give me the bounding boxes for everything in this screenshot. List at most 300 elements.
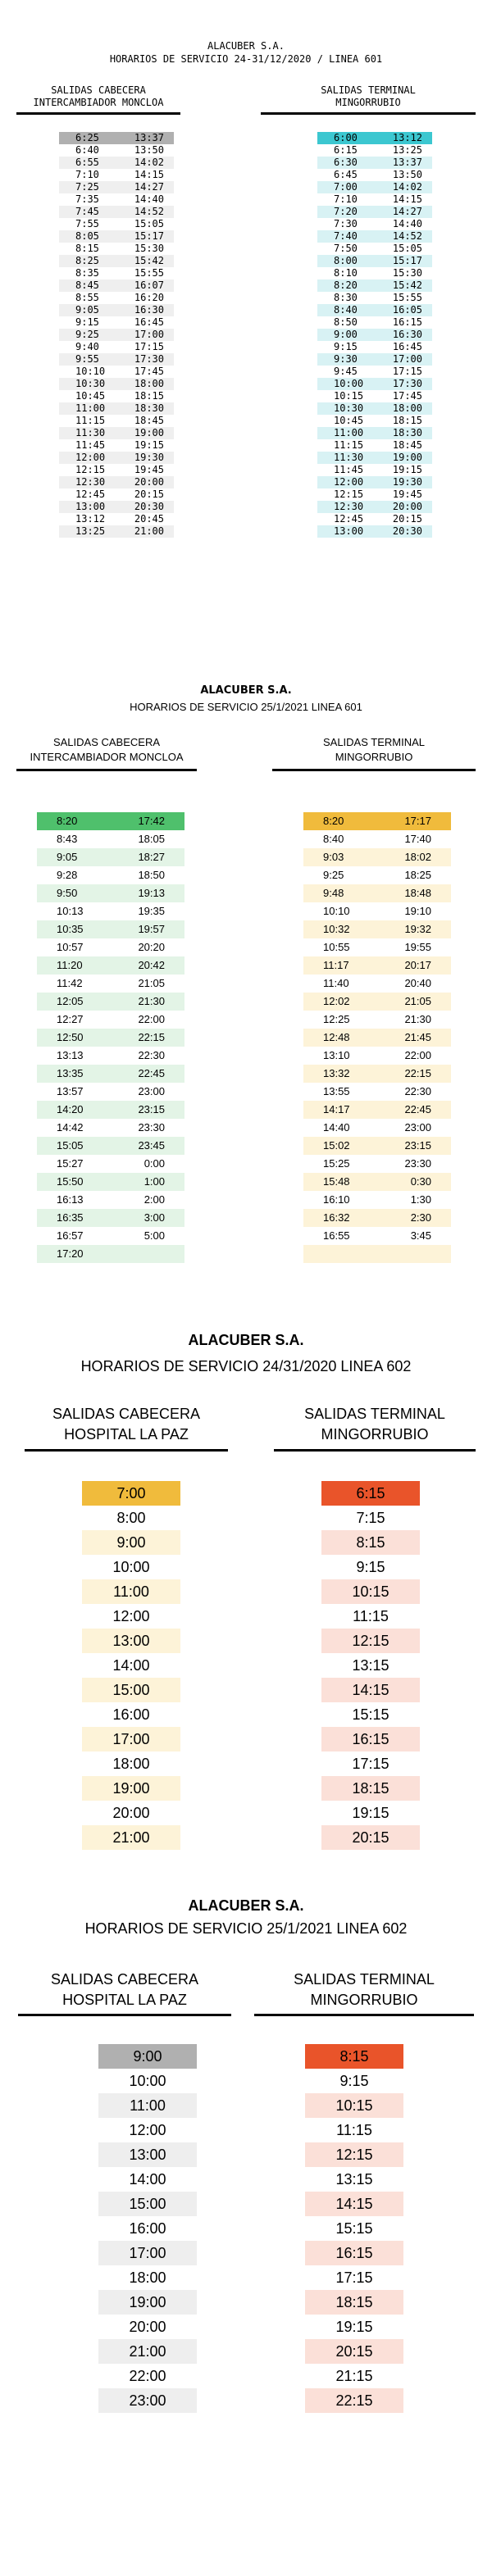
first-departure-row	[59, 132, 174, 144]
departure-time-morning: 13:12	[75, 513, 106, 525]
departure-time-afternoon: 19:00	[134, 427, 164, 438]
departure-row	[59, 353, 174, 366]
departure-row	[98, 2167, 197, 2192]
departure-row	[59, 157, 174, 169]
departure-time-afternoon: 17:45	[392, 390, 422, 402]
departure-time-morning: 10:55	[323, 941, 350, 953]
departure-time-afternoon: 20:40	[404, 977, 431, 989]
departure-time-morning: 6:15	[334, 144, 358, 156]
departure-time-morning: 13:00	[75, 501, 106, 512]
departure-time-morning: 9:48	[323, 887, 344, 899]
departure-time-afternoon: 19:10	[404, 905, 431, 917]
departure-time: 17:00	[129, 2245, 166, 2261]
departure-time-afternoon: 20:30	[134, 501, 164, 512]
departure-time-afternoon: 22:15	[138, 1031, 165, 1043]
departure-time: 19:15	[352, 1805, 390, 1821]
departure-row	[59, 267, 174, 279]
departure-row	[59, 366, 174, 378]
departure-time: 19:00	[129, 2294, 166, 2310]
departure-row	[317, 292, 432, 304]
departure-time: 12:15	[352, 1633, 390, 1649]
departure-time-morning: 7:00	[334, 181, 358, 193]
schedule-subtitle: HORARIOS DE SERVICIO 24-31/12/2020 / LINEA 601	[109, 53, 383, 65]
departure-time: 20:15	[352, 1829, 390, 1846]
departure-time: 19:00	[112, 1780, 150, 1797]
departure-time: 13:00	[112, 1633, 150, 1649]
departure-time-morning: 11:15	[334, 439, 364, 451]
departure-time-afternoon: 0:30	[410, 1175, 431, 1188]
departure-row	[303, 920, 451, 938]
departure-time-morning: 6:30	[334, 157, 358, 168]
departure-time-morning: 8:43	[57, 833, 78, 845]
departure-time-afternoon: 19:13	[138, 887, 165, 899]
departure-time: 9:15	[339, 2073, 369, 2089]
departure-time-afternoon: 5:00	[144, 1229, 165, 1242]
departure-time-afternoon: 15:05	[134, 218, 164, 229]
departure-row	[98, 2290, 197, 2315]
departure-row	[98, 2339, 197, 2364]
departure-row	[303, 1137, 451, 1155]
departure-time-morning: 10:13	[57, 905, 84, 917]
departure-time-afternoon: 15:42	[392, 279, 422, 291]
departure-time-afternoon: 20:30	[392, 525, 422, 537]
departure-row	[37, 902, 184, 920]
departure-time-afternoon: 13:50	[392, 169, 422, 180]
departure-time-morning: 11:00	[75, 402, 106, 414]
departure-time: 10:15	[335, 2097, 373, 2114]
right-column-heading: SALIDAS TERMINAL MINGORRUBIO	[294, 1971, 435, 2008]
departure-time: 17:00	[112, 1731, 150, 1747]
departure-row	[305, 2265, 403, 2290]
departure-time-afternoon: 19:45	[134, 464, 164, 475]
departure-time-afternoon: 14:02	[134, 157, 164, 168]
departure-time-morning: 8:15	[75, 243, 99, 254]
departure-time: 12:00	[129, 2122, 166, 2138]
departure-row	[59, 513, 174, 525]
departure-row	[321, 1530, 420, 1555]
departure-time-morning: 9:55	[75, 353, 99, 365]
departure-time-afternoon: 20:42	[138, 959, 165, 971]
departure-time-morning: 10:57	[57, 941, 84, 953]
schedule-subtitle: HORARIOS DE SERVICIO 25/1/2021 LINEA 601	[130, 701, 362, 713]
departure-row	[59, 501, 174, 513]
departure-time-afternoon: 20:15	[392, 513, 422, 525]
departure-time-morning: 9:45	[334, 366, 358, 377]
departure-row	[37, 1209, 184, 1227]
departure-time-afternoon: 17:40	[404, 833, 431, 845]
departure-row	[59, 427, 174, 439]
departure-time-afternoon: 17:45	[134, 366, 164, 377]
first-departure-row	[82, 1481, 180, 1506]
departure-time-morning: 14:20	[57, 1103, 84, 1115]
right-heading-rule	[272, 769, 476, 771]
departure-time-morning: 9:15	[75, 316, 99, 328]
departure-row	[305, 2364, 403, 2388]
departure-time: 14:15	[335, 2196, 373, 2212]
departure-row	[59, 329, 174, 341]
departure-row	[317, 255, 432, 267]
departure-time-morning: 13:32	[323, 1067, 350, 1079]
departure-time-morning: 11:40	[323, 977, 349, 989]
departure-time-afternoon: 17:00	[134, 329, 164, 340]
departure-time-afternoon: 14:27	[392, 206, 422, 217]
departure-time-morning: 12:00	[75, 452, 106, 463]
departure-time-morning: 7:45	[75, 206, 99, 217]
departure-row	[59, 439, 174, 452]
departure-time-morning: 6:55	[75, 157, 99, 168]
departure-time-morning: 15:25	[323, 1157, 350, 1170]
departure-time-afternoon: 23:30	[404, 1157, 431, 1170]
departure-row	[305, 2167, 403, 2192]
departure-time-afternoon: 23:00	[404, 1121, 431, 1134]
departure-row	[305, 2142, 403, 2167]
departure-time-morning: 8:20	[57, 815, 78, 827]
departure-time: 18:00	[129, 2269, 166, 2286]
first-departure-row	[98, 2044, 197, 2069]
departure-row	[305, 2241, 403, 2265]
departure-time: 10:00	[129, 2073, 166, 2089]
departure-time: 11:00	[113, 1583, 149, 1600]
departure-row	[98, 2364, 197, 2388]
departure-time-morning: 8:00	[334, 255, 358, 266]
departure-time-morning: 8:40	[323, 833, 344, 845]
departure-time-afternoon: 15:05	[392, 243, 422, 254]
departure-row	[59, 476, 174, 488]
departure-row	[305, 2093, 403, 2118]
departure-time-afternoon: 22:15	[404, 1067, 431, 1079]
departure-time-afternoon: 16:07	[134, 279, 164, 291]
departure-time: 13:15	[352, 1657, 390, 1674]
departure-row	[305, 2118, 403, 2142]
right-heading-rule	[274, 1449, 476, 1452]
company-name: ALACUBER S.A.	[207, 40, 285, 52]
departure-time: 10:15	[352, 1583, 390, 1600]
departure-time-morning: 13:13	[57, 1049, 84, 1061]
departure-time-afternoon: 23:00	[138, 1085, 165, 1097]
departure-time-afternoon: 17:17	[404, 815, 431, 827]
departure-time-afternoon: 21:05	[404, 995, 431, 1007]
departure-row	[59, 144, 174, 157]
departure-time: 8:15	[339, 2048, 369, 2065]
departure-row	[303, 956, 451, 975]
departure-row	[317, 181, 432, 193]
departure-time-morning: 11:20	[57, 959, 83, 971]
departure-row	[321, 1702, 420, 1727]
departure-time: 16:15	[352, 1731, 390, 1747]
departure-row	[37, 1083, 184, 1101]
departure-time: 14:15	[352, 1682, 390, 1698]
departures-table-la-paz	[82, 1481, 180, 1850]
departure-time-afternoon: 17:30	[134, 353, 164, 365]
departure-time-afternoon: 1:30	[410, 1193, 431, 1206]
first-departure-row	[37, 812, 184, 830]
departure-time-afternoon: 18:25	[404, 869, 431, 881]
departure-time-afternoon: 22:45	[138, 1067, 165, 1079]
departure-time-morning: 7:40	[334, 230, 358, 242]
departure-row	[37, 1101, 184, 1119]
departure-time-afternoon: 18:45	[134, 415, 164, 426]
departure-row	[305, 2290, 403, 2315]
departure-time-morning: 10:45	[334, 415, 364, 426]
departure-time-afternoon: 16:05	[392, 304, 422, 316]
departure-time: 9:00	[133, 2048, 162, 2065]
departure-row	[317, 452, 432, 464]
departure-time-afternoon: 13:37	[392, 157, 422, 168]
departure-row	[305, 2216, 403, 2241]
departure-time-morning: 9:05	[75, 304, 99, 316]
departure-time-morning: 9:25	[323, 869, 344, 881]
departure-time-morning: 16:10	[323, 1193, 350, 1206]
departure-time-morning: 14:17	[323, 1103, 350, 1115]
departure-time-afternoon: 16:30	[134, 304, 164, 316]
departure-row	[305, 2192, 403, 2216]
departure-time-morning: 15:27	[57, 1157, 84, 1170]
departure-time-morning: 10:00	[334, 378, 364, 389]
departure-time: 11:15	[336, 2122, 372, 2138]
departure-row	[317, 316, 432, 329]
departure-time: 8:15	[356, 1534, 385, 1551]
departure-time-afternoon: 19:57	[138, 923, 165, 935]
departure-time: 14:00	[112, 1657, 150, 1674]
departure-time-afternoon: 19:35	[138, 905, 165, 917]
left-column-heading: SALIDAS CABECERA INTERCAMBIADOR MONCLOA	[30, 736, 184, 763]
departure-time: 16:15	[335, 2245, 373, 2261]
departure-time: 10:00	[112, 1559, 150, 1575]
departure-row	[321, 1751, 420, 1776]
departure-row	[321, 1604, 420, 1629]
departure-time-morning: 9:00	[334, 329, 358, 340]
departure-row	[82, 1727, 180, 1751]
departure-time-afternoon: 14:52	[392, 230, 422, 242]
departure-row	[303, 1155, 451, 1173]
right-heading-rule	[261, 112, 476, 115]
departure-time-morning: 12:15	[334, 488, 364, 500]
departure-row	[303, 1227, 451, 1245]
schedule-601-dec-2020	[0, 0, 492, 656]
departure-time-afternoon: 15:17	[392, 255, 422, 266]
departure-time-afternoon: 13:37	[134, 132, 164, 143]
departure-row	[317, 402, 432, 415]
first-departure-row	[303, 812, 451, 830]
departure-time-afternoon: 22:45	[404, 1103, 431, 1115]
departure-time-morning: 9:25	[75, 329, 99, 340]
departure-row	[59, 193, 174, 206]
departure-time-afternoon: 23:15	[404, 1139, 431, 1152]
departure-row	[303, 1011, 451, 1029]
departures-table-moncloa	[37, 812, 184, 1263]
departure-time: 20:00	[129, 2319, 166, 2335]
departure-time-morning: 7:25	[75, 181, 99, 193]
departure-row	[37, 1173, 184, 1191]
departure-time-morning: 12:02	[323, 995, 350, 1007]
departure-time-afternoon: 14:40	[392, 218, 422, 229]
departure-row	[82, 1653, 180, 1678]
departure-row	[317, 390, 432, 402]
departure-time-morning: 15:05	[57, 1139, 84, 1152]
schedule-601-jan-2021	[0, 656, 492, 1311]
departure-time-morning: 7:35	[75, 193, 99, 205]
departure-time-morning: 10:15	[334, 390, 364, 402]
departure-row	[317, 378, 432, 390]
departure-time-afternoon: 20:45	[134, 513, 164, 525]
departure-row	[37, 1155, 184, 1173]
departure-time-afternoon: 20:17	[404, 959, 431, 971]
departure-time-afternoon: 13:25	[392, 144, 422, 156]
departure-time-morning: 15:50	[57, 1175, 84, 1188]
departure-time-morning: 16:32	[323, 1211, 350, 1224]
left-column-heading: SALIDAS CABECERA HOSPITAL LA PAZ	[50, 1971, 199, 2008]
departure-row	[82, 1530, 180, 1555]
departure-time-morning: 11:45	[334, 464, 364, 475]
departure-row	[317, 218, 432, 230]
left-heading-rule	[18, 2014, 231, 2016]
departure-row	[82, 1506, 180, 1530]
departure-time-morning: 17:20	[57, 1247, 84, 1260]
departure-time: 22:00	[129, 2368, 166, 2384]
departure-row	[303, 902, 451, 920]
departure-time: 7:00	[116, 1485, 146, 1502]
departure-row	[37, 1137, 184, 1155]
departure-row	[59, 378, 174, 390]
departure-time-morning: 7:50	[334, 243, 358, 254]
departure-row	[303, 1119, 451, 1137]
left-column-heading: SALIDAS CABECERA INTERCAMBIADOR MONCLOA	[33, 84, 164, 108]
departure-time: 8:00	[116, 1510, 146, 1526]
departure-time-afternoon: 2:00	[144, 1193, 165, 1206]
departure-row	[37, 956, 184, 975]
departure-time-morning: 16:57	[57, 1229, 84, 1242]
departure-time-morning: 13:00	[334, 525, 364, 537]
schedule-602-dec-2020	[0, 1311, 492, 1877]
right-column-heading: SALIDAS TERMINAL MINGORRUBIO	[304, 1406, 445, 1442]
departure-time-afternoon: 15:55	[134, 267, 164, 279]
departure-row	[59, 488, 174, 501]
departure-time-morning: 8:10	[334, 267, 358, 279]
departure-time-afternoon: 14:15	[134, 169, 164, 180]
departure-time-afternoon: 18:15	[392, 415, 422, 426]
departure-row	[303, 1065, 451, 1083]
departure-time-morning: 13:55	[323, 1085, 350, 1097]
departure-time-morning: 11:30	[334, 452, 364, 463]
departure-time: 22:15	[335, 2392, 373, 2409]
departure-row	[98, 2142, 197, 2167]
departure-time-morning: 12:30	[334, 501, 364, 512]
departure-time-morning: 12:00	[334, 476, 364, 488]
departure-row	[59, 304, 174, 316]
departure-row	[321, 1801, 420, 1825]
departure-row	[98, 2216, 197, 2241]
departure-row	[317, 366, 432, 378]
departure-row	[82, 1555, 180, 1579]
departure-time-afternoon: 21:45	[404, 1031, 431, 1043]
departure-time-afternoon: 14:27	[134, 181, 164, 193]
left-heading-rule	[16, 112, 180, 115]
departure-time-afternoon: 18:30	[134, 402, 164, 414]
departure-time-afternoon: 15:30	[134, 243, 164, 254]
departure-row	[303, 1173, 451, 1191]
departure-time-morning: 9:28	[57, 869, 78, 881]
departure-time-morning: 12:30	[75, 476, 106, 488]
departure-time-afternoon: 22:30	[138, 1049, 165, 1061]
departure-time-afternoon: 20:00	[134, 476, 164, 488]
departure-time-afternoon: 18:27	[138, 851, 165, 863]
departure-time-afternoon: 21:00	[134, 525, 164, 537]
departure-row	[98, 2093, 197, 2118]
departure-row	[37, 938, 184, 956]
departure-time-morning: 12:27	[57, 1013, 84, 1025]
departure-time-afternoon: 21:05	[138, 977, 165, 989]
departure-time-morning: 7:10	[334, 193, 358, 205]
departure-row	[59, 292, 174, 304]
departure-row	[303, 866, 451, 884]
departure-row	[303, 848, 451, 866]
right-column-heading: SALIDAS TERMINAL MINGORRUBIO	[321, 84, 416, 108]
departures-table-mingorrubio	[321, 1481, 420, 1850]
departure-time: 21:00	[129, 2343, 166, 2360]
departure-time-morning: 8:20	[334, 279, 358, 291]
schedule-subtitle: HORARIOS DE SERVICIO 25/1/2021 LINEA 602	[84, 1920, 408, 1937]
departure-row	[82, 1579, 180, 1604]
departures-table-moncloa	[59, 132, 174, 538]
departure-time-afternoon: 18:00	[134, 378, 164, 389]
departure-time: 11:00	[130, 2097, 166, 2114]
departure-row	[317, 525, 432, 538]
departure-time-afternoon: 23:15	[138, 1103, 165, 1115]
departure-time-morning: 13:10	[323, 1049, 350, 1061]
company-name: ALACUBER S.A.	[188, 1332, 304, 1348]
departure-row	[37, 975, 184, 993]
departure-time-afternoon: 15:30	[392, 267, 422, 279]
departure-row	[303, 975, 451, 993]
departure-time-afternoon: 16:15	[392, 316, 422, 328]
departure-row	[82, 1678, 180, 1702]
departure-row	[59, 341, 174, 353]
departure-time-morning: 8:55	[75, 292, 99, 303]
departure-time-afternoon: 20:15	[134, 488, 164, 500]
departure-time-afternoon: 18:00	[392, 402, 422, 414]
departure-time-afternoon: 21:30	[138, 995, 165, 1007]
departure-row	[317, 513, 432, 525]
departure-time-afternoon: 20:20	[138, 941, 165, 953]
departure-time: 15:00	[112, 1682, 150, 1698]
departure-time-morning: 10:10	[75, 366, 106, 377]
departure-time-morning: 12:45	[75, 488, 106, 500]
departure-row	[317, 501, 432, 513]
departure-row	[37, 1119, 184, 1137]
departure-time-morning: 11:42	[57, 977, 83, 989]
departure-time-morning: 10:30	[75, 378, 106, 389]
departure-row	[37, 1011, 184, 1029]
departure-time-afternoon: 17:42	[138, 815, 165, 827]
departure-time-morning: 11:00	[334, 427, 364, 438]
departure-row	[317, 169, 432, 181]
right-column-heading: SALIDAS TERMINAL MINGORRUBIO	[322, 736, 426, 763]
departure-row	[321, 1727, 420, 1751]
departure-time-morning: 12:25	[323, 1013, 350, 1025]
departure-row	[305, 2069, 403, 2093]
departure-time-afternoon: 0:00	[144, 1157, 165, 1170]
departure-time-morning: 8:30	[334, 292, 358, 303]
departure-row	[303, 830, 451, 848]
departure-time-afternoon: 18:50	[138, 869, 165, 881]
departure-time: 21:00	[112, 1829, 150, 1846]
departure-row	[59, 316, 174, 329]
departure-row	[317, 206, 432, 218]
departure-time: 17:15	[352, 1756, 390, 1772]
departure-row	[317, 304, 432, 316]
departure-time-afternoon: 16:30	[392, 329, 422, 340]
departure-time-morning: 16:35	[57, 1211, 84, 1224]
